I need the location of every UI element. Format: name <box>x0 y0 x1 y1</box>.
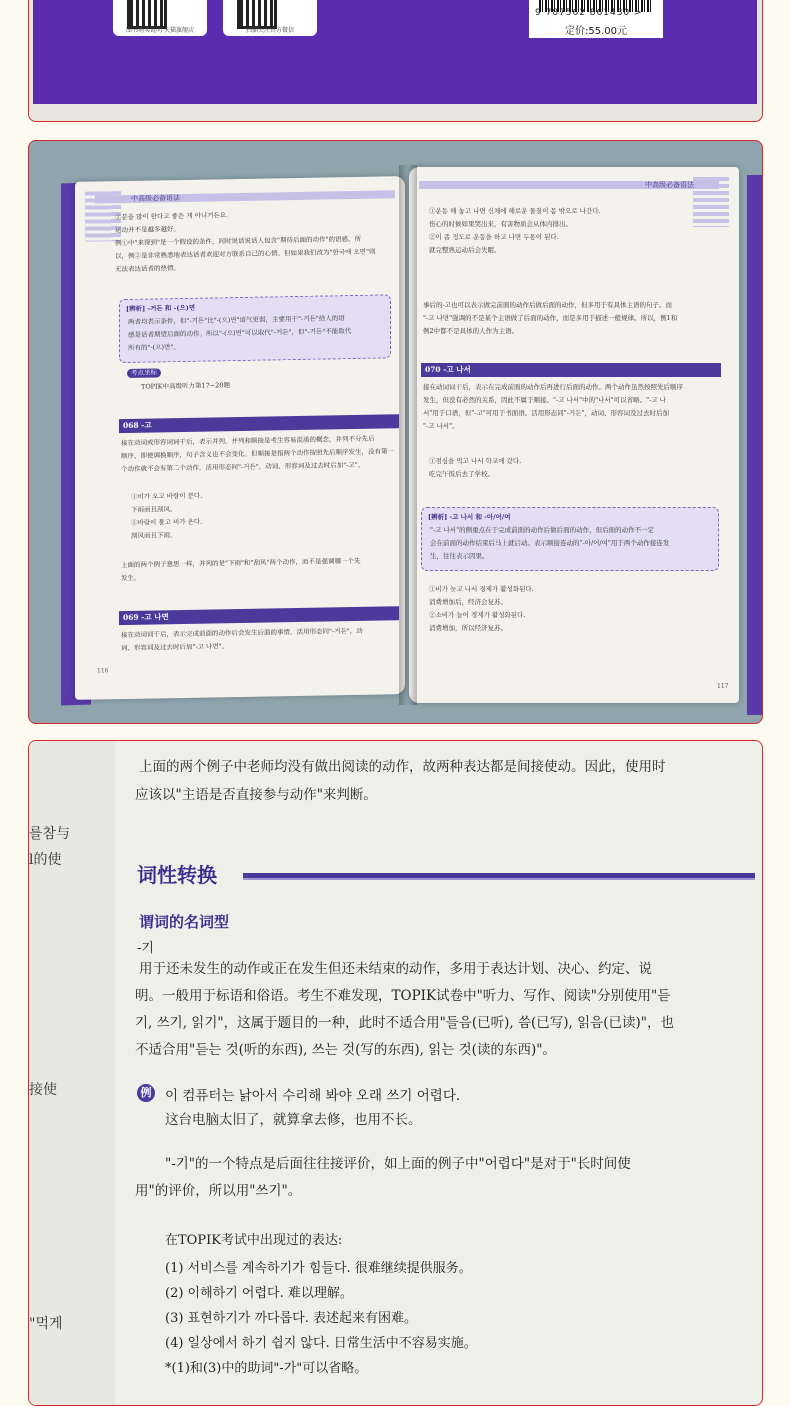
tip-line: TOPIK中高级听力第17~20题 <box>141 381 230 391</box>
margin-fragment: l的使 <box>29 852 62 868</box>
text-line: 运动并不是越多越好。 <box>115 225 180 235</box>
topik-item: (4) 일상에서 하기 쉽지 않다. 日常生活中不容易实施。 <box>165 1336 477 1351</box>
left-compare-note <box>119 294 391 363</box>
body-line: 明。一般用于标语和俗语。考生不难发现，TOPIK试卷中"听力、写作、阅读"分别使用"듣 <box>135 988 671 1004</box>
text-line: 无法表达话者的热情。 <box>115 264 180 274</box>
store-qr-card <box>113 0 207 36</box>
text-line: 서"用于口语，但"-고"可用于书面语。活用形态同"-거든"，动词、形容词及过去时后加 <box>423 409 669 417</box>
cover-back-panel <box>28 0 763 122</box>
wechat-qr-card <box>223 0 317 36</box>
right-page <box>409 167 739 703</box>
text-line: 刮风而且下雨。 <box>131 531 177 540</box>
text-line: 感是话者期望后面的动作。所以"-(으)면"可以取代"-거든"，但"-거든"不能取代 <box>128 327 352 339</box>
text-line: 例①中"来得到"是一个假设的条件，同时说话说话人包含"期待后面的动作"的语感，所 <box>115 234 361 248</box>
margin-fragment: "먹게 <box>29 1316 63 1332</box>
intro-line: 上面的两个例子中老师均没有做出阅读的动作，故两种表达都是间接使动。因此，使用时 <box>139 759 666 775</box>
tip-tag: 考点坐标 <box>127 368 161 378</box>
body-line: 用于还未发生的动作或正在发生但还未结束的动作，多用于表达计划、决心、约定、说 <box>139 961 652 977</box>
right-compare-note <box>421 507 719 571</box>
purple-back-cover <box>33 0 757 104</box>
text-line: 两者均表示条件，但"-거든"比"-(으)면"语气更弱，主要用于"-거든"给人的语 <box>128 314 345 326</box>
text-line: 就完整熟运动后会失眠。 <box>429 246 501 254</box>
feature-line: "-기"的一个特点是后面往往接评价，如上面的例子中"어렵다"是对于"长时间使 <box>165 1156 631 1172</box>
right-note-title: [辨析] -고 나서 和 -아/어/여 <box>428 513 511 521</box>
text-line: 伤心的时候如果哭出来，有害物质会从体内排出。 <box>429 220 572 228</box>
right-page-number: 117 <box>717 683 729 690</box>
text-line: ①비가 늦고 나서 경제가 활성화된다. <box>429 585 534 593</box>
left-page-number: 116 <box>97 667 109 675</box>
example-korean: 이 컴퓨터는 낡아서 수리해 봐야 오래 쓰기 어렵다. <box>165 1088 461 1104</box>
topik-item: (2) 이해하기 어렵다. 难以理解。 <box>165 1286 353 1301</box>
previous-page-edge <box>29 741 115 1406</box>
book-price: 定价:55.00元 <box>565 26 627 37</box>
section-068-title: 068 -고 <box>123 420 152 431</box>
text-line: "-고 나서"。 <box>423 422 459 430</box>
right-page-header: 中高级必备语法 <box>645 181 694 189</box>
book-gutter-shadow <box>399 165 417 705</box>
open-book <box>47 161 747 721</box>
body-line: 기, 쓰기, 읽기"，这属于题目的一种，此时不适合用"들음(已听), 씀(已写), 읽음(已读)"，也 <box>135 1015 674 1031</box>
text-line: 上面的两个例子意思一样，并列的是"下雨"和"刮风"两个动作，而不是强调哪一个先 <box>121 556 361 570</box>
text-line: ①점심을 먹고 나서 학교에 갔다. <box>429 457 522 465</box>
isbn-number: 9 787562 861430 > <box>535 8 643 18</box>
text-line: 消费增加后，经济会复苏。 <box>429 598 507 606</box>
text-line: 发生。 <box>121 573 141 583</box>
open-book-panel <box>28 140 763 724</box>
topik-note: *(1)和(3)中的助词"-가"可以省略。 <box>165 1361 368 1376</box>
text-line: 词、形容词及过去时后加"-고 나면"。 <box>121 642 229 653</box>
page-closeup-panel <box>28 740 763 1406</box>
text-line: "-고 나서"的侧重点在于完成前面的动作后做后面的动作，但后面的动作不一定 <box>430 526 655 534</box>
text-line: 顺序，即使调换顺序，句子含义也不会变化。但顺接是指两个动作按照先后顺序发生，没有第一 <box>121 447 394 461</box>
text-line: 生，往往表示因果。 <box>430 552 489 560</box>
suffix-label: -기 <box>137 941 154 956</box>
isbn-barcode <box>529 0 663 38</box>
text-line: 所有的"-(으)면"。 <box>128 343 180 352</box>
section-band-068 <box>119 414 399 433</box>
text-line: ②소비가 늘어 경제가 활성화된다. <box>429 611 526 619</box>
topik-item: (1) 서비스를 계속하기가 힘들다. 很难继续提供服务。 <box>165 1261 472 1276</box>
intro-line: 应该以"主语是否直接参与动作"来判断。 <box>135 787 377 803</box>
text-line: 下雨而且刮风。 <box>131 505 177 514</box>
text-line: 消费增加，所以经济复苏。 <box>429 624 507 632</box>
topik-heading: 在TOPIK考试中出现过的表达: <box>165 1233 343 1248</box>
subsection-title: 谓词的名词型 <box>139 913 230 931</box>
text-line: 会在前面的动作结束后马上就启动。表示顺接连动的"-아/어/여"用于两个动作接连发 <box>430 539 670 547</box>
text-line: ②바람이 불고 비가 온다. <box>131 517 203 527</box>
text-line: ①비가 오고 바람이 분다. <box>131 491 203 501</box>
text-line: 吃完午饭后去了学校。 <box>429 470 494 478</box>
store-qr-caption: 图书购买说明 天猫旗舰店 <box>126 27 194 34</box>
example-chinese: 这台电脑太旧了，就算拿去修，也用不长。 <box>165 1112 422 1128</box>
text-line: 接在动词或形容词词干后，表示并列。并列和顺接是考生容易混淆的概念，并列不分先后 <box>121 434 375 448</box>
section-title-rule-light <box>243 878 755 880</box>
text-line: ①운동 해 놓고 나면 신체에 해로운 물질이 몸 밖으로 나간다. <box>429 207 601 215</box>
text-line: "-고 나면"强调的不是某个主语做了后面的动作，而是多用于描述一般规律。所以，例1和 <box>423 314 678 322</box>
text-line: 个动作就不会有第二个动作。活用形态同"-거든"，动词、形容词及过去时后加"-고"。 <box>121 460 365 474</box>
margin-fragment: 를참与 <box>29 826 71 842</box>
text-line: 例2中都不是具体的人作为主语。 <box>423 327 519 335</box>
text-line: 接在动词词干后，表示完成前面的动作后会发生后面的事情。活用形态同"-거든"，动 <box>121 626 363 640</box>
margin-fragment: 接使 <box>29 1082 57 1098</box>
body-line: 不适合用"듣는 것(听的东西), 쓰는 것(写的东西), 읽는 것(读的东西)"。 <box>135 1042 556 1058</box>
left-note-title: [辨析] -거든 和 -(으)면 <box>126 303 196 313</box>
example-badge: 例 <box>137 1084 155 1102</box>
feature-line: 用"的评价，所以用"쓰기"。 <box>135 1183 302 1199</box>
book-cover-right-edge <box>747 175 763 715</box>
text-line: 事后的-고也可以表示做完前面的动作后做后面的动作，但多用于有具体主语的句子。而 <box>423 301 672 309</box>
topik-item: (3) 표현하기가 까다롭다. 表述起来有困难。 <box>165 1311 417 1326</box>
text-line: ②이 좀 정도로 운동을 하고 나면 두통이 된다. <box>429 233 559 241</box>
text-line: 发生，但没有必然的关系，因此不属于顺接。"-고 나서"中的"나서"可以省略。"-고 나 <box>423 396 666 404</box>
text-line: ②분을 많이 한다고 좋은 게 아니거든요. <box>115 211 229 222</box>
left-page-header: 中高级必备语法 <box>131 194 180 203</box>
text-line: 接在动词词干后，表示在完成前面的动作后再进行后面的动作。两个动作虽然按照先后顺序 <box>423 383 683 391</box>
section-070-title: 070 -고 나서 <box>425 365 471 374</box>
wechat-qr-caption: 扫描关注官方微信 <box>245 27 294 34</box>
text-line: 以，例②是非常熟悉地表达话者欢迎对方联系自己的心情。但如果我们改为"한국에 오면"则 <box>115 247 376 261</box>
section-069-title: 069 -고 나면 <box>123 612 169 623</box>
section-title: 词性转换 <box>137 863 217 887</box>
left-page <box>75 176 405 700</box>
